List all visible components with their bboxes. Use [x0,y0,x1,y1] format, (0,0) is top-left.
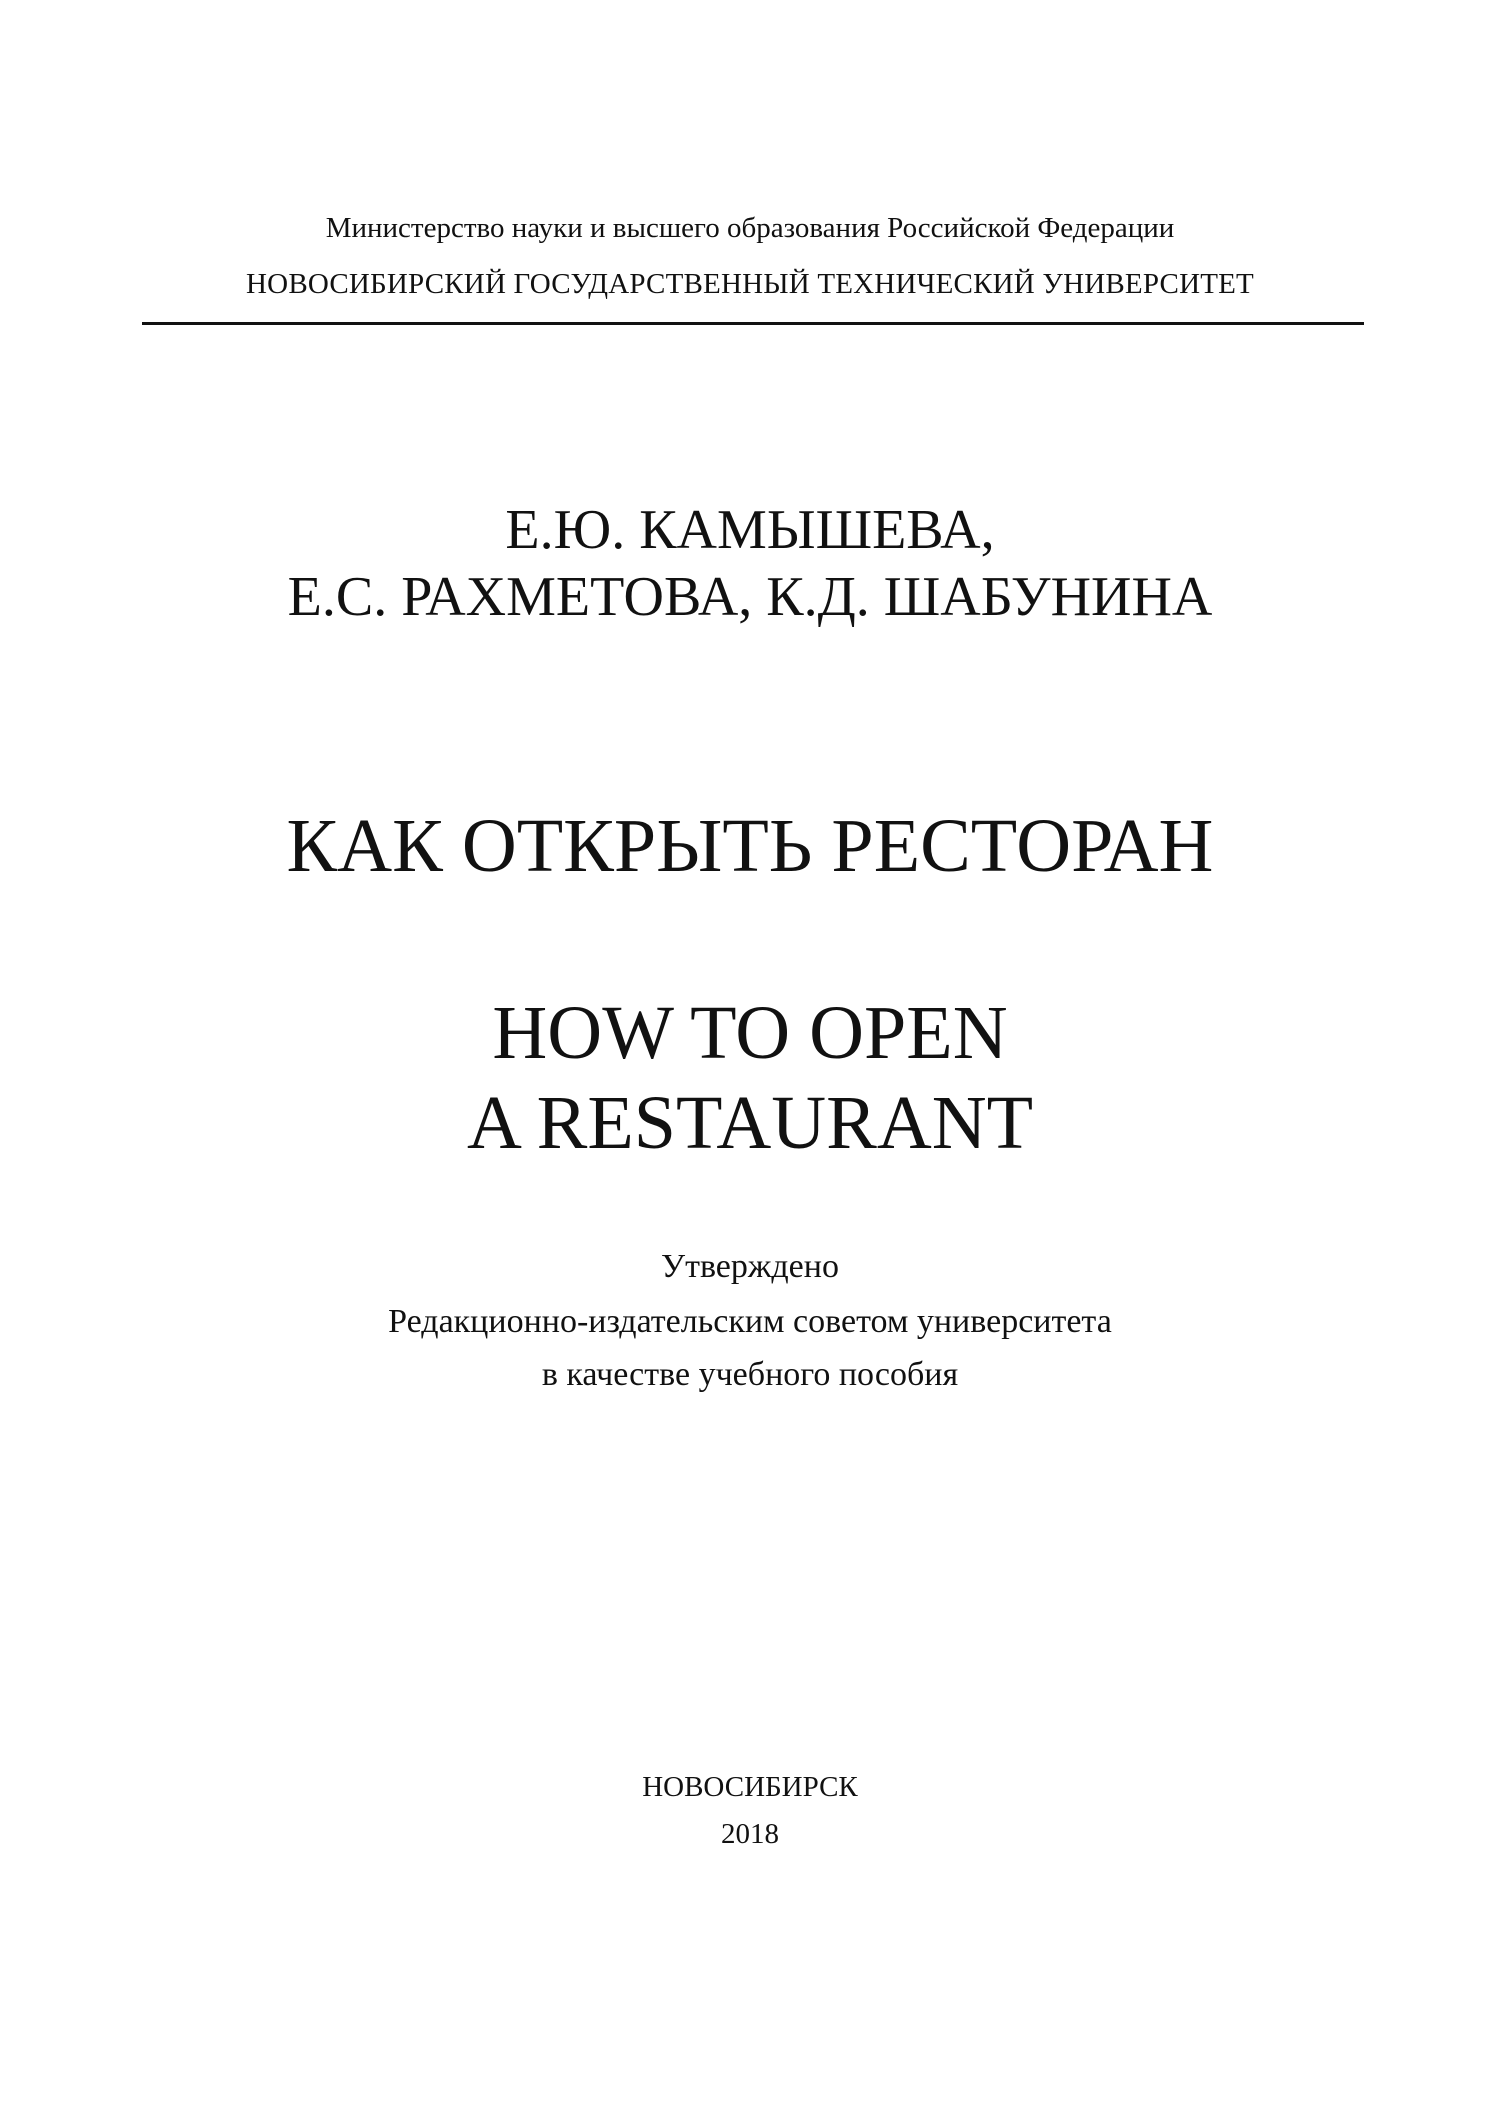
authors-line-2: Е.С. РАХМЕТОВА, К.Д. ШАБУНИНА [287,566,1213,628]
book-title-russian: КАК ОТКРЫТЬ РЕСТОРАН [286,804,1214,888]
ministry-name: Министерство науки и высшего образования Российской Федерации [325,212,1175,244]
approval-line-1: Утверждено [661,1248,839,1285]
authors-line-1: Е.Ю. КАМЫШЕВА, [505,499,995,561]
approval-line-2: Редакционно-издательским советом университета [388,1303,1112,1340]
book-title-english-line-1: HOW TO OPEN [492,991,1008,1075]
approval-line-3: в качестве учебного пособия [541,1356,959,1393]
publication-city: НОВОСИБИРСК [642,1771,858,1803]
publication-year: 2018 [721,1818,779,1850]
header-divider [142,322,1364,325]
book-title-english-line-2: A RESTAURANT [466,1081,1034,1165]
university-name: НОВОСИБИРСКИЙ ГОСУДАРСТВЕННЫЙ ТЕХНИЧЕСКИЙ УНИВЕРСИТЕТ [246,268,1254,300]
